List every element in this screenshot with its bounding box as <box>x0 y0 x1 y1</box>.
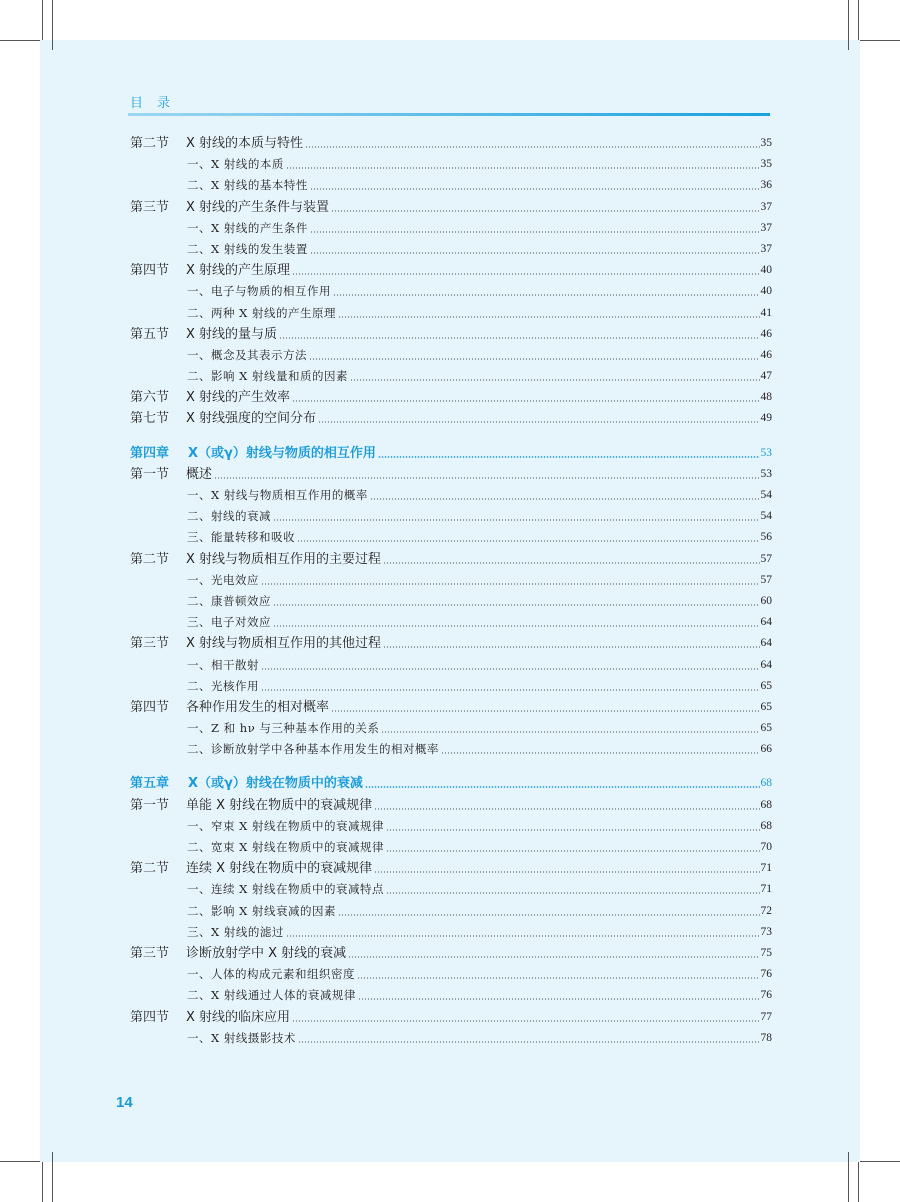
crop-mark <box>0 1161 40 1162</box>
crop-mark <box>0 40 40 41</box>
toc-section-label: 第四节 <box>130 263 170 279</box>
toc-page-number: 64 <box>760 637 772 650</box>
toc-section-label: 第六节 <box>130 390 170 406</box>
toc-entry-text <box>130 699 329 716</box>
toc-page-number: 64 <box>760 616 772 629</box>
toc-entry-text <box>187 220 308 237</box>
toc-page-number: 73 <box>760 925 772 938</box>
toc-entry-text <box>130 135 303 152</box>
toc-entry-text <box>130 635 381 652</box>
dot-leader <box>365 786 760 788</box>
toc-entry-text <box>130 262 290 279</box>
toc-section[interactable] <box>0 697 900 718</box>
toc-section[interactable] <box>0 795 900 816</box>
toc-item-title: 一、相干散射 <box>187 657 259 672</box>
toc-item-title: 一、X 射线与物质相互作用的概率 <box>187 488 368 502</box>
toc-chapter-title: X（或γ）射线在物质中的衰减 <box>188 776 363 792</box>
dot-leader <box>381 731 760 733</box>
toc-section[interactable] <box>0 549 900 570</box>
toc-item-title: 二、X 射线的基本特性 <box>187 178 308 193</box>
toc-entry-text <box>187 720 379 737</box>
toc-item-title: 一、光电效应 <box>187 572 259 587</box>
toc-section-title: X 射线的产生效率 <box>186 390 291 406</box>
dot-leader <box>386 829 760 831</box>
toc-entry-text <box>187 487 368 504</box>
toc-entry-text <box>187 881 384 898</box>
toc-entry-text <box>130 445 376 462</box>
toc-item-title: 一、电子与物质的相互作用 <box>187 284 331 299</box>
toc-item[interactable] <box>0 612 900 633</box>
toc-item[interactable] <box>0 154 900 175</box>
toc-entry-text <box>187 508 271 525</box>
toc-section-title: X 射线的临床应用 <box>186 1009 291 1025</box>
toc-entry-text <box>187 924 284 941</box>
dot-leader <box>273 519 760 521</box>
toc-item[interactable] <box>0 506 900 527</box>
dot-leader <box>305 146 760 148</box>
dot-leader <box>378 456 760 458</box>
dot-leader <box>292 1020 760 1022</box>
toc-section[interactable] <box>0 858 900 879</box>
toc-item[interactable] <box>0 655 900 676</box>
toc-page-number: 70 <box>760 841 772 853</box>
toc-item[interactable] <box>0 816 900 837</box>
toc-section-title: 单能 X 射线在物质中的衰减规律 <box>186 797 373 813</box>
toc-section-label: 第一节 <box>130 466 170 482</box>
toc-entry-text <box>187 572 259 589</box>
toc-item-title: 三、X 射线的滤过 <box>187 924 284 939</box>
toc-page-number: 37 <box>760 200 772 213</box>
toc-item[interactable] <box>0 345 900 366</box>
toc-entry-text <box>130 199 329 216</box>
toc-section-title: 概述 <box>186 466 213 482</box>
toc-item[interactable] <box>0 303 900 324</box>
toc-chapter-title: X（或γ）射线与物质的相互作用 <box>188 445 376 461</box>
toc-page-number: 40 <box>760 285 772 298</box>
dot-leader <box>331 210 760 212</box>
toc-entry-text <box>130 466 212 483</box>
toc-page-number: 68 <box>760 819 772 832</box>
dot-leader <box>350 379 760 381</box>
dot-leader <box>310 188 760 190</box>
toc-page-number: 54 <box>760 510 772 523</box>
toc-chapter[interactable] <box>0 443 900 464</box>
dot-leader <box>273 604 760 606</box>
dot-leader <box>279 337 760 339</box>
toc-item[interactable] <box>0 281 900 302</box>
crop-mark <box>848 0 849 50</box>
toc-item-title: 一、连续 X 射线在物质中的衰减特点 <box>187 882 384 897</box>
dot-leader <box>374 871 760 873</box>
toc-section[interactable] <box>0 133 900 154</box>
toc-item-title: 一、概念及其表示方法 <box>187 347 307 362</box>
toc-entry-text <box>187 1030 296 1047</box>
toc-entry-text <box>187 987 356 1004</box>
toc-item[interactable] <box>0 175 900 196</box>
toc-entry-text <box>187 368 348 385</box>
toc-item-title: 二、射线的衰减 <box>187 509 271 524</box>
toc-item-title: 二、X 射线通过人体的衰减规律 <box>187 988 356 1003</box>
toc-page-number: 35 <box>760 137 772 149</box>
toc-page-number: 47 <box>760 370 772 383</box>
dot-leader <box>310 231 760 233</box>
toc-entry-text <box>187 741 439 758</box>
toc-item-title: 一、X 射线的产生条件 <box>187 220 308 235</box>
dot-leader <box>214 477 760 479</box>
toc-entry-text <box>187 347 307 364</box>
toc-entry-text <box>130 410 316 427</box>
dot-leader <box>338 914 760 916</box>
toc-entry-text <box>187 593 271 610</box>
toc-section[interactable] <box>0 633 900 654</box>
toc-section-label: 第四节 <box>130 699 170 715</box>
toc-entry-text <box>187 818 384 835</box>
crop-mark <box>858 0 859 40</box>
toc-item[interactable] <box>0 901 900 922</box>
toc-page-number: 72 <box>760 904 772 917</box>
dot-leader <box>292 400 760 402</box>
dot-leader <box>383 562 760 564</box>
toc-item[interactable] <box>0 239 900 260</box>
running-header: 目录 <box>130 96 185 111</box>
toc-section-label: 第一节 <box>130 797 170 813</box>
toc-item-title: 二、光核作用 <box>187 678 259 693</box>
crop-mark <box>858 1162 859 1202</box>
page-number: 14 <box>116 1094 133 1111</box>
dot-leader <box>386 892 760 894</box>
toc-item-title: 二、X 射线的发生装置 <box>187 241 308 256</box>
dot-leader <box>309 358 760 360</box>
dot-leader <box>286 167 760 169</box>
toc-page-number: 46 <box>760 348 772 361</box>
toc-page-number: 78 <box>760 1031 772 1044</box>
toc-chapter-label: 第五章 <box>130 776 170 792</box>
toc-entry-text <box>187 614 271 631</box>
toc-item[interactable] <box>0 922 900 943</box>
toc-entry-text <box>130 551 381 568</box>
dot-leader <box>273 625 760 627</box>
dot-leader <box>286 935 760 937</box>
toc-item-title: 一、Z 和 hν 与三种基本作用的关系 <box>187 721 380 736</box>
dot-leader <box>261 583 760 585</box>
toc-section-label: 第二节 <box>130 861 170 877</box>
toc-section-title: 各种作用发生的相对概率 <box>186 699 330 715</box>
toc-entry-text <box>130 775 363 792</box>
toc-page-number: 54 <box>760 489 772 501</box>
toc-entry-text <box>187 283 331 300</box>
toc-item[interactable] <box>0 718 900 739</box>
toc-item-title: 二、康普顿效应 <box>187 593 271 608</box>
toc-entry-text <box>187 966 355 983</box>
toc-page-number: 57 <box>760 552 772 565</box>
toc-entry-text <box>187 305 336 322</box>
toc-item[interactable] <box>0 985 900 1006</box>
toc-section-title: 连续 X 射线在物质中的衰减规律 <box>186 861 373 877</box>
toc-item-title: 三、电子对效应 <box>187 615 271 630</box>
toc-section-label: 第三节 <box>130 199 170 215</box>
toc-item[interactable] <box>0 879 900 900</box>
toc-item-title: 二、影响 X 射线衰减的因素 <box>187 903 336 918</box>
toc-section-label: 第二节 <box>130 551 170 567</box>
toc-item-title: 一、窄束 X 射线在物质中的衰减规律 <box>187 818 384 833</box>
toc-page-number: 68 <box>760 798 772 811</box>
header-rule <box>128 113 770 116</box>
toc-section[interactable] <box>0 408 900 429</box>
toc-entry-text <box>187 177 308 194</box>
toc-page-number: 68 <box>760 777 772 790</box>
crop-mark <box>848 1152 849 1202</box>
toc-item-title: 二、宽束 X 射线在物质中的衰减规律 <box>187 840 384 854</box>
dot-leader <box>318 421 760 423</box>
toc-entry-text <box>130 389 290 406</box>
toc-section-title: 诊断放射学中 X 射线的衰减 <box>186 945 347 961</box>
dot-leader <box>374 808 760 810</box>
toc-item[interactable] <box>0 837 900 858</box>
toc-section-label: 第二节 <box>130 136 170 151</box>
toc-page-number: 76 <box>760 968 772 981</box>
toc-section[interactable] <box>0 387 900 408</box>
crop-mark <box>860 1161 900 1162</box>
toc-section-label: 第三节 <box>130 636 170 652</box>
toc-section[interactable] <box>0 943 900 964</box>
crop-mark <box>42 0 43 40</box>
toc-section[interactable] <box>0 1007 900 1028</box>
toc-page-number: 65 <box>760 722 772 735</box>
toc-section-title: X 射线强度的空间分布 <box>186 411 317 427</box>
toc-section-title: X 射线的产生原理 <box>186 263 291 279</box>
toc-page-number: 71 <box>760 862 772 875</box>
toc-entry-text <box>187 657 259 674</box>
toc-item[interactable] <box>0 1028 900 1049</box>
dot-leader <box>292 273 760 275</box>
toc-entry-text <box>187 241 308 258</box>
toc-entry-text <box>130 860 372 877</box>
dot-leader <box>383 646 760 648</box>
toc-section[interactable] <box>0 324 900 345</box>
toc-page-number: 77 <box>760 1010 772 1023</box>
dot-leader <box>261 668 760 670</box>
dot-leader <box>358 998 760 1000</box>
dot-leader <box>261 689 760 691</box>
dot-leader <box>370 498 760 500</box>
toc-item-title: 一、X 射线的本质 <box>187 157 284 172</box>
toc-item[interactable] <box>0 366 900 387</box>
toc-entry-text <box>187 529 295 546</box>
crop-mark <box>52 0 53 50</box>
toc-page-number: 60 <box>760 594 772 607</box>
toc-page-number: 65 <box>760 679 772 692</box>
toc-item[interactable] <box>0 964 900 985</box>
toc-section-label: 第四节 <box>130 1009 170 1025</box>
toc-item[interactable] <box>0 739 900 760</box>
toc-page-number: 65 <box>760 700 772 713</box>
toc-section-label: 第三节 <box>130 945 170 961</box>
dot-leader <box>386 850 760 852</box>
dot-leader <box>333 294 760 296</box>
dot-leader <box>441 752 760 754</box>
toc-page-number: 41 <box>760 306 772 319</box>
toc-page-number: 76 <box>760 989 772 1002</box>
toc-entry-text <box>130 797 372 814</box>
dot-leader <box>298 1041 760 1043</box>
toc-section-title: X 射线与物质相互作用的其他过程 <box>186 636 382 652</box>
toc-section-title: X 射线的量与质 <box>186 326 278 342</box>
toc-item[interactable] <box>0 485 900 506</box>
dot-leader <box>357 977 760 979</box>
toc-page-number: 48 <box>760 391 772 404</box>
toc-entry-text <box>130 326 277 343</box>
dot-leader <box>310 252 760 254</box>
toc-item[interactable] <box>0 218 900 239</box>
crop-mark <box>52 1152 53 1202</box>
toc-item[interactable] <box>0 527 900 548</box>
toc-chapter[interactable] <box>0 773 900 794</box>
toc-item-title: 二、两种 X 射线的产生原理 <box>187 305 336 320</box>
toc-section-title: X 射线的产生条件与装置 <box>186 199 330 215</box>
dot-leader <box>348 956 760 958</box>
dot-leader <box>331 710 760 712</box>
toc-section-label: 第七节 <box>130 411 170 427</box>
toc-section[interactable] <box>0 197 900 218</box>
crop-mark <box>860 40 900 41</box>
toc-entry-text <box>130 945 346 962</box>
toc-section-title: X 射线与物质相互作用的主要过程 <box>186 551 382 567</box>
toc-page-number: 56 <box>760 531 772 544</box>
crop-mark <box>42 1162 43 1202</box>
dot-leader <box>338 316 760 318</box>
toc-entry-text <box>187 156 284 173</box>
toc-page-number: 40 <box>760 264 772 277</box>
toc-page-number: 57 <box>760 573 772 586</box>
toc-page-number: 35 <box>760 158 772 171</box>
toc-section[interactable] <box>0 260 900 281</box>
toc-page-number: 53 <box>760 467 772 480</box>
toc-item[interactable] <box>0 676 900 697</box>
toc-page-number: 53 <box>760 446 772 459</box>
dot-leader <box>297 540 760 542</box>
toc-entry-text <box>130 1009 290 1026</box>
toc-item-title: 二、诊断放射学中各种基本作用发生的相对概率 <box>187 742 439 757</box>
toc-section-label: 第五节 <box>130 326 170 342</box>
toc-chapter-label: 第四章 <box>130 445 170 461</box>
toc-page-number: 46 <box>760 327 772 340</box>
toc-page-number: 66 <box>760 743 772 756</box>
toc-page-number: 75 <box>760 946 772 959</box>
toc-section[interactable] <box>0 464 900 485</box>
toc-page-number: 37 <box>760 221 772 234</box>
table-of-contents <box>0 133 900 1049</box>
toc-page-number: 37 <box>760 242 772 255</box>
toc-item[interactable] <box>0 591 900 612</box>
toc-item-title: 二、影响 X 射线量和质的因素 <box>187 369 348 384</box>
toc-page-number: 49 <box>760 412 772 425</box>
toc-section-title: X 射线的本质与特性 <box>186 136 304 151</box>
toc-item-title: 一、人体的构成元素和组织密度 <box>187 967 355 982</box>
toc-entry-text <box>187 678 259 695</box>
toc-page-number: 36 <box>760 179 772 192</box>
toc-item-title: 三、能量转移和吸收 <box>187 530 295 545</box>
toc-item-title: 一、X 射线摄影技术 <box>187 1030 296 1045</box>
toc-page-number: 71 <box>760 883 772 896</box>
toc-entry-text <box>187 903 336 920</box>
toc-page-number: 64 <box>760 658 772 671</box>
toc-entry-text <box>187 839 384 856</box>
toc-item[interactable] <box>0 570 900 591</box>
